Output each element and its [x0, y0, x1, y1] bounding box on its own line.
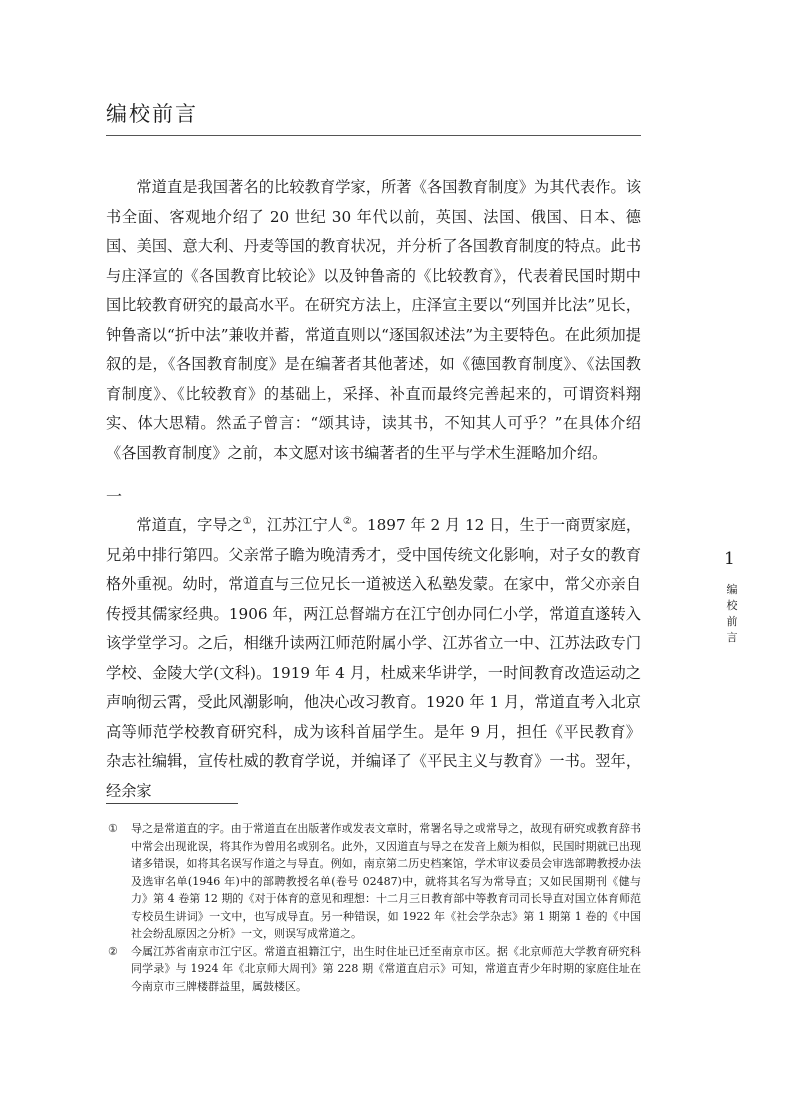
footnote-ref-2: ②	[342, 515, 352, 527]
footnote-1	[106, 820, 641, 943]
footnote-text: 导之是常道直的字。由于常道直在出版著作或发表文章时，常署名导之或常导之，故现有研究或教育辞书中常会出现讹误，将其作为曾用名或别名。此外，又因道直与导之在发音上颇为相似，民国时期就已出现诸多错误，如将其名误写作道之与导直。例如，南京第二历史档案馆，学术审议委员会审选部聘教授办法及选审名单(1946 年)中的部聘教授名单(卷号 02487)中，就将其名写为常导直；又如民国期刊《健与力》第 4 卷第 12 期的《对于体育的意见和理想：十二月三日教育部中等教育司司长导直对国立体育师范专校员生讲词》一文中，也写成导直。另一种错误，如 1922 年《社会学杂志》第 1 期第 1 卷的《中国社会纷乱原因之分析》一文，则误写成常道之。	[131, 822, 641, 940]
section1-text: 。1897 年 2 月 12 日，生于一商贾家庭，兄弟中排行第四。父亲常子瞻为晚清秀才，受中国传统文化影响，对子女的教育格外重视。幼时，常道直与三位兄长一道被送入私塾发蒙。在家中，常父亦亲自传授其儒家经典。1906 年，两江总督端方在江宁创办同仁小学，常道直遂转入该学堂学习。之后，相继升读两江师范附属小学、江苏省立一中、江苏法政专门学校、金陵大学(文科)。1919 年 4 月，杜威来华讲学，一时间教育改造运动之声响彻云霄，受此风潮影响，他决心改习教育。1920 年 1 月，常道直考入北京高等师范学校教育研究科，成为该科首届学生。是年 9 月，担任《平民教育》杂志社编辑，宣传杜威的教育学说，并编译了《平民主义与教育》一书。翌年，经余家	[106, 516, 642, 800]
section1-mid: ，江苏江宁人	[251, 516, 343, 534]
footnote-mark: ②	[108, 944, 118, 958]
footnote-text: 今属江苏省南京市江宁区。常道直祖籍江宁，出生时住址已迁至南京市区。据《北京师范大学教育研究科同学录》与 1924 年《北京师大周刊》第 228 期《常道直启示》可知，常道直青少年时期的家庭住址在今南京市三牌楼群益里，属鼓楼区。	[131, 944, 641, 993]
section1-paragraph	[106, 511, 641, 806]
section-number: 一	[106, 487, 123, 506]
section1-body	[106, 511, 641, 806]
running-head: 编校前言	[726, 583, 738, 644]
footnote-2	[106, 943, 641, 996]
chapter-title: 编校前言	[106, 102, 198, 126]
title-underline	[106, 135, 641, 136]
section1-lead: 常道直，字导之	[136, 516, 243, 534]
footnote-separator	[106, 803, 238, 804]
footnote-mark: ①	[108, 822, 118, 835]
intro-paragraph: 常道直是我国著名的比较教育学家，所著《各国教育制度》为其代表作。该书全面、客观地介绍了 20 世纪 30 年代以前，英国、法国、俄国、日本、德国、美国、意大利、丹麦等国的教育状况，并分析了各国教育制度的特点。此书与庄泽宣的《各国教育比较论》以及钟鲁斋的《比较教育》，代表着民国时期中国比较教育研究的最高水平。在研究方法上，庄泽宣主要以“列国并比法”见长，钟鲁斋以“折中法”兼收并蓄，常道直则以“逐国叙述法”为主要特色。在此须加提叙的是，《各国教育制度》是在编著者其他著述，如《德国教育制度》、《法国教育制度》、《比较教育》的基础上，采择、补直而最终完善起来的，可谓资料翔实、体大思精。然孟子曾言：“颂其诗，读其书，不知其人可乎？”在具体介绍《各国教育制度》之前，本文愿对该书编著者的生平与学术生涯略加介绍。	[106, 178, 641, 462]
footnote-ref-1: ①	[242, 515, 252, 527]
footnotes	[106, 820, 641, 995]
page-number: 1	[724, 549, 735, 569]
intro-section	[106, 173, 641, 468]
